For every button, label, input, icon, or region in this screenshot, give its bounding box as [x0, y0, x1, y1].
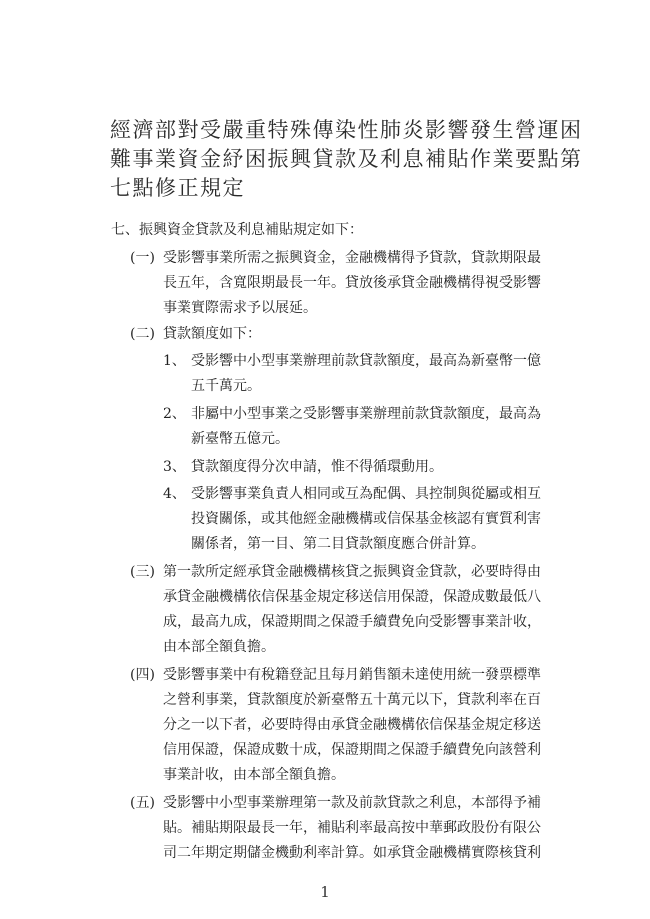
item-text-line: 由本部全額負擔。: [163, 639, 275, 655]
item-text-line: 長五年，含寬限期最長一年。貸放後承貸金融機構得視受影響: [163, 275, 541, 291]
item-text-line: 分之一以下者，必要時得由承貸金融機構依信保基金規定移送: [163, 717, 541, 733]
item-text-line: 信用保證，保證成數十成，保證期間之保證手續費免向該營利: [163, 742, 541, 758]
item-text-line: 承貸金融機構依信保基金規定移送信用保證，保證成數最低八: [163, 589, 541, 605]
sub-item-text-line: 投資關係，或其他經金融機構或信保基金核認有實質利害: [191, 511, 541, 527]
item-label: (三): [130, 564, 155, 580]
item-text-line: 司二年期定期儲金機動利率計算。如承貸金融機構實際核貸利: [163, 845, 541, 861]
sub-item-text-line: 新臺幣五億元。: [191, 431, 289, 447]
page-number: 1: [320, 883, 330, 901]
sub-item-label: 3、: [163, 459, 186, 475]
item-text-line: 貼。補貼期限最長一年，補貼利率最高按中華郵政股份有限公: [163, 820, 541, 836]
title-line: 七點修正規定: [110, 176, 245, 200]
sub-item-text-line: 非屬中小型事業之受影響事業辦理前款貸款額度，最高為: [191, 406, 541, 422]
item-text-line: 事業實際需求予以展延。: [163, 300, 317, 316]
item-heading: 貸款額度如下：: [163, 326, 261, 342]
title-line: 經濟部對受嚴重特殊傳染性肺炎影響發生營運困: [110, 118, 583, 142]
item-text-line: 受影響中小型事業辦理第一款及前款貸款之利息，本部得予補: [163, 795, 541, 811]
sub-item-label: 1、: [163, 353, 186, 369]
item-text-line: 成，最高九成，保證期間之保證手續費免向受影響事業計收，: [163, 614, 541, 630]
sub-item-text-line: 受影響中小型事業辦理前款貸款額度，最高為新臺幣一億: [191, 353, 541, 369]
item-label: (五): [130, 795, 155, 811]
title-line: 難事業資金紓困振興貸款及利息補貼作業要點第: [110, 147, 583, 171]
sub-item-text-line: 受影響事業負責人相同或互為配偶、具控制與從屬或相互: [191, 486, 541, 502]
item-label: (一): [130, 250, 155, 266]
sub-item-label: 2、: [163, 406, 186, 422]
sub-item-text-line: 關係者，第一目、第二目貸款額度應合併計算。: [191, 536, 485, 552]
item-text-line: 事業計收，由本部全額負擔。: [163, 767, 345, 783]
item-label: (四): [130, 667, 155, 683]
item-label: (二): [130, 326, 155, 342]
sub-item-text-line: 貸款額度得分次申請，惟不得循環動用。: [191, 459, 443, 475]
sub-item-text-line: 五千萬元。: [191, 378, 261, 394]
item-text-line: 第一款所定經承貸金融機構核貸之振興資金貸款，必要時得由: [163, 564, 541, 580]
document-title: [110, 116, 590, 203]
item-text-line: 受影響事業所需之振興資金，金融機構得予貸款，貸款期限最: [163, 250, 541, 266]
item-text-line: 之營利事業，貸款額度於新臺幣五十萬元以下，貸款利率在百: [163, 692, 541, 708]
sub-item-label: 4、: [163, 486, 186, 502]
item-text-line: 受影響事業中有稅籍登記且每月銷售額未達使用統一發票標準: [163, 667, 541, 683]
section-heading: 七、振興資金貸款及利息補貼規定如下：: [111, 222, 363, 238]
